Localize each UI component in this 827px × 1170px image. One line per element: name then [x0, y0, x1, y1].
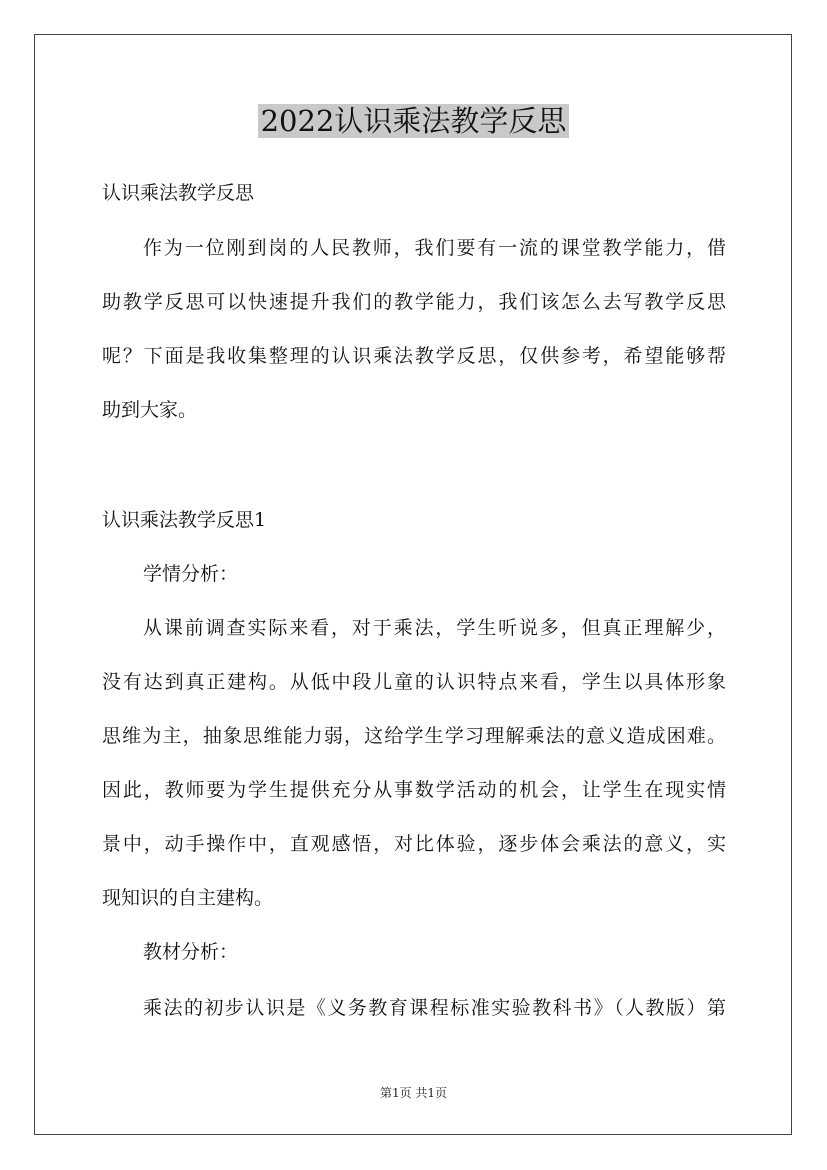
- page-footer: 第1页 共1页: [379, 1086, 448, 1100]
- paragraph-line: 呢？下面是我收集整理的认识乘法教学反思，仅供参考，希望能够帮: [102, 345, 726, 367]
- paragraph-line: 因此，教师要为学生提供充分从事数学活动的机会，让学生在现实情: [102, 779, 726, 801]
- paragraph-line: 从课前调查实际来看，对于乘法，学生听说多，但真正理解少，: [143, 617, 726, 639]
- paragraph-line: 现知识的自主建构。: [102, 887, 274, 909]
- paragraph-line: 乘法的初步认识是《义务教育课程标准实验教科书》（人教版）第: [143, 997, 726, 1019]
- paragraph-line: 助教学反思可以快速提升我们的教学能力，我们该怎么去写教学反思: [102, 291, 726, 313]
- paragraph-line: 没有达到真正建构。从低中段儿童的认识特点来看，学生以具体形象: [102, 671, 726, 693]
- subheading-student-analysis: 学情分析：: [143, 563, 239, 585]
- paragraph-line: 作为一位刚到岗的人民教师，我们要有一流的课堂教学能力，借: [143, 237, 726, 259]
- document-title: [0, 100, 827, 142]
- paragraph-line: 景中，动手操作中，直观感悟，对比体验，逐步体会乘法的意义，实: [102, 833, 726, 855]
- subtitle: 认识乘法教学反思: [102, 182, 255, 204]
- section-heading: 认识乘法教学反思1: [102, 509, 267, 531]
- paragraph-line: 助到大家。: [102, 399, 198, 421]
- paragraph-line: 思维为主，抽象思维能力弱，这给学生学习理解乘法的意义造成困难。: [102, 725, 726, 747]
- document-title-text: 2022认识乘法教学反思: [258, 104, 570, 138]
- subheading-textbook-analysis: 教材分析：: [143, 941, 239, 963]
